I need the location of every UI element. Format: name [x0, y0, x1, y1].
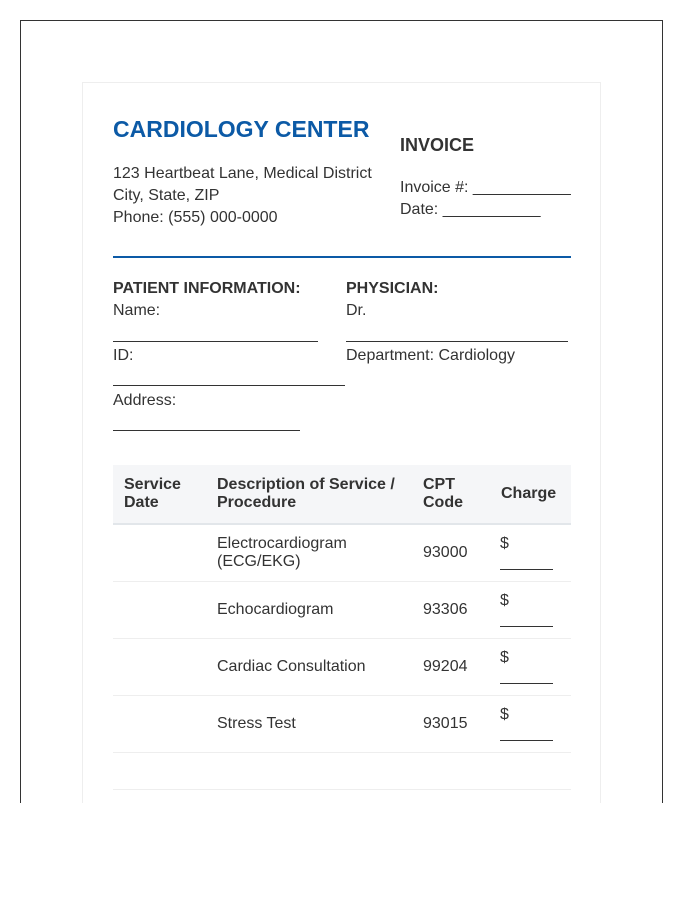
patient-id-field[interactable] — [113, 385, 345, 386]
service-date-cell[interactable] — [113, 524, 206, 582]
header-charge: Charge — [490, 465, 571, 524]
currency-symbol: $ — [500, 706, 509, 723]
currency-symbol: $ — [500, 649, 509, 666]
currency-symbol: $ — [500, 592, 509, 609]
physician-department: Department: Cardiology — [346, 347, 515, 364]
address-line-1: 123 Heartbeat Lane, Medical District — [113, 165, 372, 182]
description-cell: Cardiac Consultation — [206, 639, 412, 696]
physician-name-label: Dr. — [346, 302, 367, 319]
invoice-sheet — [82, 82, 601, 803]
physician-heading: PHYSICIAN: — [346, 280, 439, 297]
cpt-code-cell: 99204 — [412, 639, 490, 696]
currency-symbol: $ — [500, 535, 509, 552]
service-date-cell[interactable] — [113, 639, 206, 696]
patient-info-heading: PATIENT INFORMATION: — [113, 280, 301, 297]
patient-name-field[interactable] — [113, 341, 318, 342]
header-cpt-code: CPT Code — [412, 465, 490, 524]
cpt-code-cell: 93306 — [412, 582, 490, 639]
physician-name-field[interactable] — [346, 341, 568, 342]
patient-address-label: Address: — [113, 392, 177, 409]
patient-id-label: ID: — [113, 347, 134, 364]
charge-cell[interactable] — [490, 639, 571, 696]
company-name: CARDIOLOGY CENTER — [113, 116, 370, 142]
charge-cell[interactable] — [490, 696, 571, 753]
patient-name-label: Name: — [113, 302, 161, 319]
charge-field[interactable] — [500, 740, 553, 741]
patient-address-field[interactable] — [113, 430, 300, 431]
description-cell: Stress Test — [206, 696, 412, 753]
phone-number: Phone: (555) 000-0000 — [113, 209, 278, 226]
services-table — [113, 465, 571, 753]
invoice-number-field[interactable]: Invoice #: ___________ — [400, 179, 571, 196]
charge-field[interactable] — [500, 569, 553, 570]
page-frame — [20, 20, 663, 803]
invoice-title: INVOICE — [400, 135, 475, 155]
charge-field[interactable] — [500, 683, 553, 684]
service-date-cell[interactable] — [113, 696, 206, 753]
description-cell: Echocardiogram — [206, 582, 412, 639]
table-header-row — [113, 465, 571, 524]
header-description: Description of Service / Procedure — [206, 465, 412, 524]
cpt-code-cell: 93000 — [412, 524, 490, 582]
table-row — [113, 696, 571, 753]
invoice-date-field[interactable]: Date: ___________ — [400, 201, 541, 218]
service-date-cell[interactable] — [113, 582, 206, 639]
description-cell: Electrocardiogram (ECG/EKG) — [206, 524, 412, 582]
table-bottom-divider — [113, 789, 571, 790]
address-line-2: City, State, ZIP — [113, 187, 220, 204]
table-row — [113, 639, 571, 696]
header-service-date: Service Date — [113, 465, 206, 524]
charge-cell[interactable] — [490, 524, 571, 582]
cpt-code-cell: 93015 — [412, 696, 490, 753]
charge-field[interactable] — [500, 626, 553, 627]
charge-cell[interactable] — [490, 582, 571, 639]
header-divider — [113, 256, 571, 258]
table-row — [113, 582, 571, 639]
table-row — [113, 524, 571, 582]
